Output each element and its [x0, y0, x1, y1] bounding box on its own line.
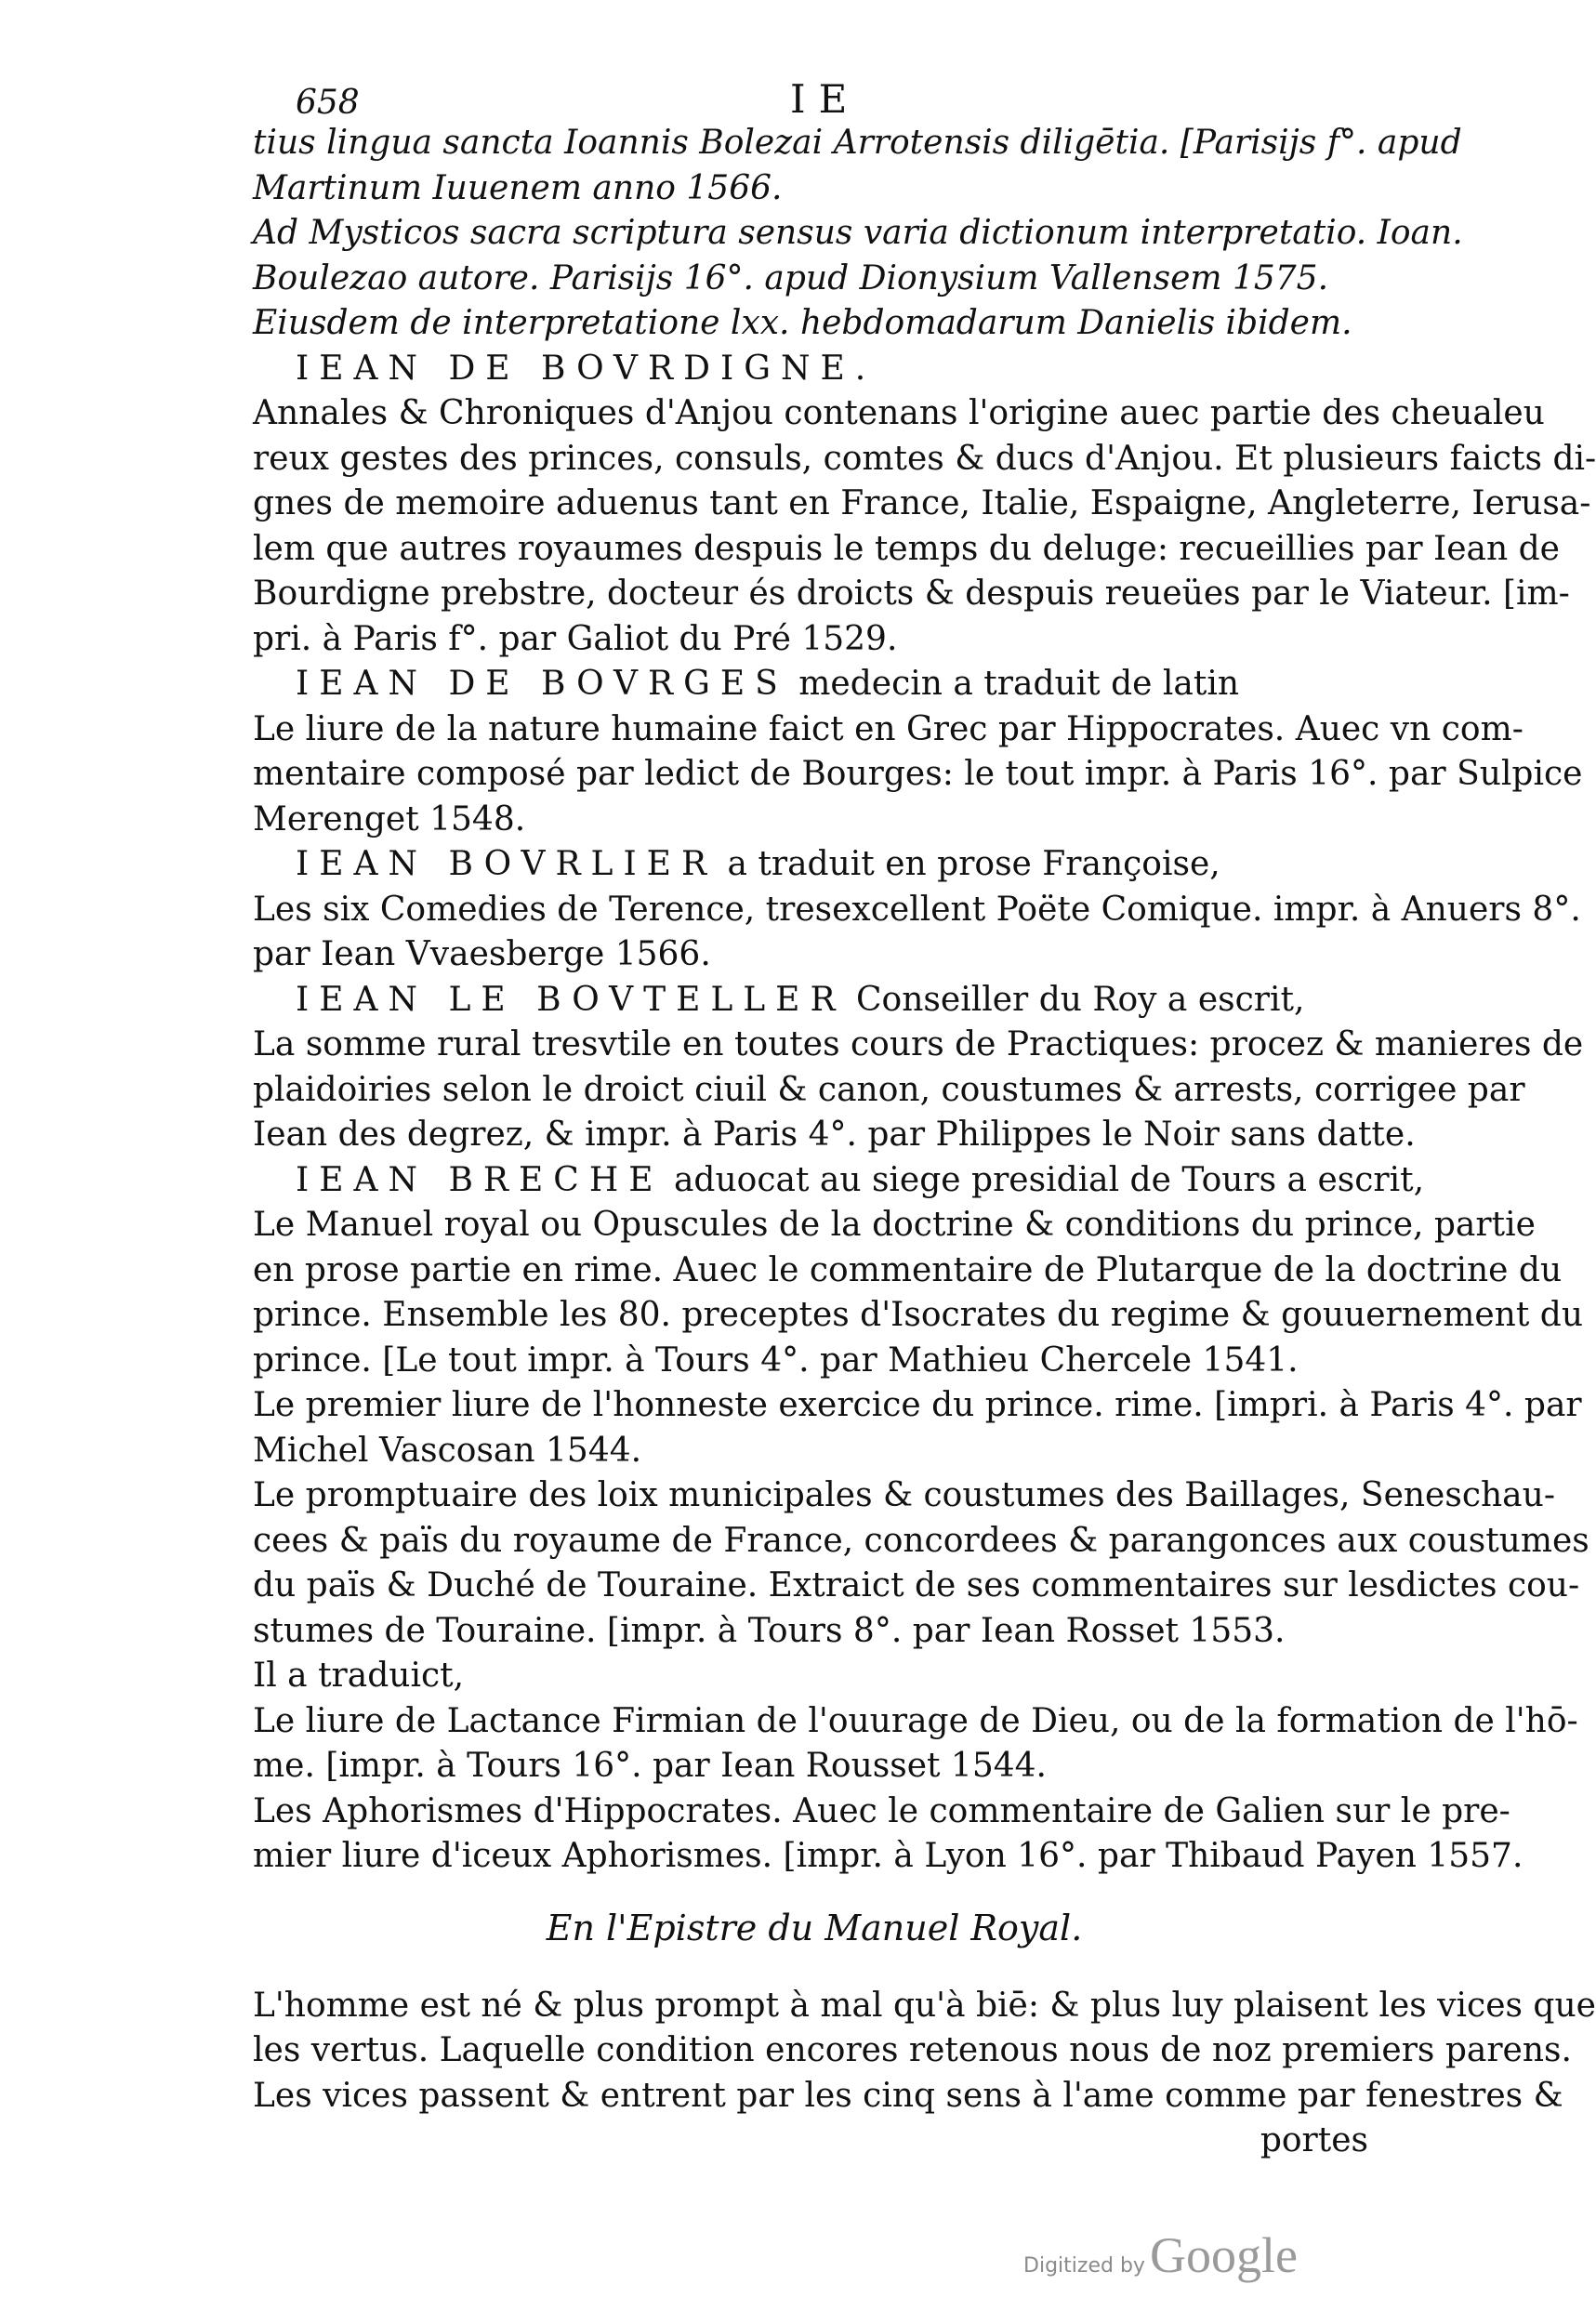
entry-line: plaidoiries selon le droict ciuil & canon, coustumes & arrests, corrigee par: [253, 1070, 1525, 1109]
author-name: IEAN BOVRLIER: [296, 845, 718, 883]
entry-line: cees & païs du royaume de France, concordees & parangonces aux coustumes: [253, 1521, 1589, 1560]
entry-line: Les six Comedies de Terence, tresexcellent Poëte Comique. impr. à Anuers 8°.: [253, 890, 1581, 929]
entry-line: du païs & Duché de Touraine. Extraict de ses commentaires sur lesdictes cou-: [253, 1566, 1580, 1604]
entry-line: gnes de memoire aduenus tant en France, Italie, Espaigne, Angleterre, Ierusa-: [253, 484, 1591, 522]
entry-line: Michel Vascosan 1544.: [253, 1431, 642, 1470]
entry-line: Le premier liure de l'honneste exercice du prince. rime. [impri. à Paris 4°. par: [253, 1386, 1582, 1424]
author-role: a traduit en prose Françoise,: [727, 845, 1220, 883]
author-role: medecin a traduit de latin: [798, 665, 1240, 703]
page-header: [0, 76, 1437, 123]
entry-line: Le promptuaire des loix municipales & coustumes des Baillages, Seneschau-: [253, 1476, 1555, 1514]
quote-line: L'homme est né & plus prompt à mal qu'à biē: & plus luy plaisent les vices que: [253, 1986, 1596, 2025]
entry-line: Il a traduict,: [253, 1657, 465, 1695]
entry-line: La somme rural tresvtile en toutes cours de Practiques: procez & manieres de: [253, 1025, 1584, 1063]
latin-entry-line: Boulezao autore. Parisijs 16°. apud Dionysium Vallensem 1575.: [253, 258, 1329, 297]
author-heading: [253, 347, 1376, 392]
quote-line: Les vices passent & entrent par les cinq sens à l'ame comme par fenestres &: [253, 2076, 1563, 2115]
author-heading: [253, 1158, 1425, 1204]
entry-line: Iean des degrez, & impr. à Paris 4°. par Philippes le Noir sans datte.: [253, 1116, 1416, 1154]
entry-line: prince. Ensemble les 80. preceptes d'Isocrates du regime & gouuernement du: [253, 1296, 1583, 1334]
running-head: IE: [790, 76, 861, 122]
google-logo: Google: [1150, 2227, 1298, 2283]
author-role: aduocat au siege presidial de Tours a escrit,: [673, 1160, 1425, 1199]
author-name: IEAN DE BOVRGES: [296, 665, 788, 703]
watermark-caption: Digitized by: [1023, 2254, 1145, 2278]
entry-line: mentaire composé par ledict de Bourges: le tout impr. à Paris 16°. par Sulpice: [253, 755, 1583, 793]
catchword: portes: [1260, 2121, 1368, 2159]
entry-line: mier liure d'iceux Aphorismes. [impr. à Lyon 16°. par Thibaud Payen 1557.: [253, 1837, 1523, 1875]
author-heading: [253, 662, 1376, 707]
entry-line: lem que autres royaumes despuis le temps du deluge: recueillies par Iean de: [253, 529, 1560, 568]
author-name: IEAN BRECHE: [296, 1160, 664, 1199]
author-name: IEAN LE BOVTELLER: [296, 980, 846, 1019]
author-heading: [253, 842, 1376, 888]
entry-line: stumes de Touraine. [impr. à Tours 8°. par Iean Rosset 1553.: [253, 1611, 1286, 1650]
entry-line: pri. à Paris f°. par Galiot du Pré 1529.: [253, 619, 898, 658]
entry-line: Bourdigne prebstre, docteur és droicts & despuis reueües par le Viateur. [im-: [253, 574, 1570, 613]
digitization-watermark: [1023, 2226, 1298, 2284]
entry-line: Annales & Chroniques d'Anjou contenans l'origine auec partie des cheualeu: [253, 394, 1545, 432]
entry-line: Le liure de Lactance Firmian de l'ouurage de Dieu, ou de la formation de l'hō-: [253, 1701, 1578, 1740]
entry-line: Les Aphorismes d'Hippocrates. Auec le commentaire de Galien sur le pre-: [253, 1791, 1510, 1830]
latin-entry-line: Eiusdem de interpretatione lxx. hebdomadarum Danielis ibidem.: [253, 304, 1352, 342]
entry-line: par Iean Vvaesberge 1566.: [253, 935, 711, 973]
entry-line: en prose partie en rime. Auec le commentaire de Plutarque de la doctrine du: [253, 1250, 1563, 1289]
author-heading: [253, 978, 1376, 1023]
entry-line: prince. [Le tout impr. à Tours 4°. par Mathieu Chercele 1541.: [253, 1340, 1299, 1380]
entry-line: Le liure de la nature humaine faict en Grec par Hippocrates. Auec vn com-: [253, 709, 1523, 748]
page-number: 658: [296, 84, 360, 122]
entry-line: Merenget 1548.: [253, 799, 526, 838]
entry-line: me. [impr. à Tours 16°. par Iean Rousset 1544.: [253, 1747, 1047, 1785]
author-name: IEAN DE BOVRDIGNE.: [296, 349, 877, 388]
latin-entry-line: Ad Mysticos sacra scriptura sensus varia dictionum interpretatio. Ioan.: [253, 214, 1463, 252]
latin-entry-line: tius lingua sancta Ioannis Bolezai Arrotensis diligētia. [Parisijs f°. apud: [253, 124, 1462, 162]
entry-line: reux gestes des princes, consuls, comtes & ducs d'Anjou. Et plusieurs faicts di-: [253, 439, 1596, 478]
author-role: Conseiller du Roy a escrit,: [856, 980, 1305, 1019]
quote-line: les vertus. Laquelle condition encores retenous nous de noz premiers parens.: [253, 2031, 1572, 2069]
entry-line: Le Manuel royal ou Opuscules de la doctrine & conditions du prince, partie: [253, 1206, 1536, 1244]
page-body: [253, 121, 1596, 2164]
section-heading: En l'Epistre du Manuel Royal.: [546, 1907, 1083, 1948]
latin-entry-line: Martinum Iuuenem anno 1566.: [253, 168, 783, 207]
